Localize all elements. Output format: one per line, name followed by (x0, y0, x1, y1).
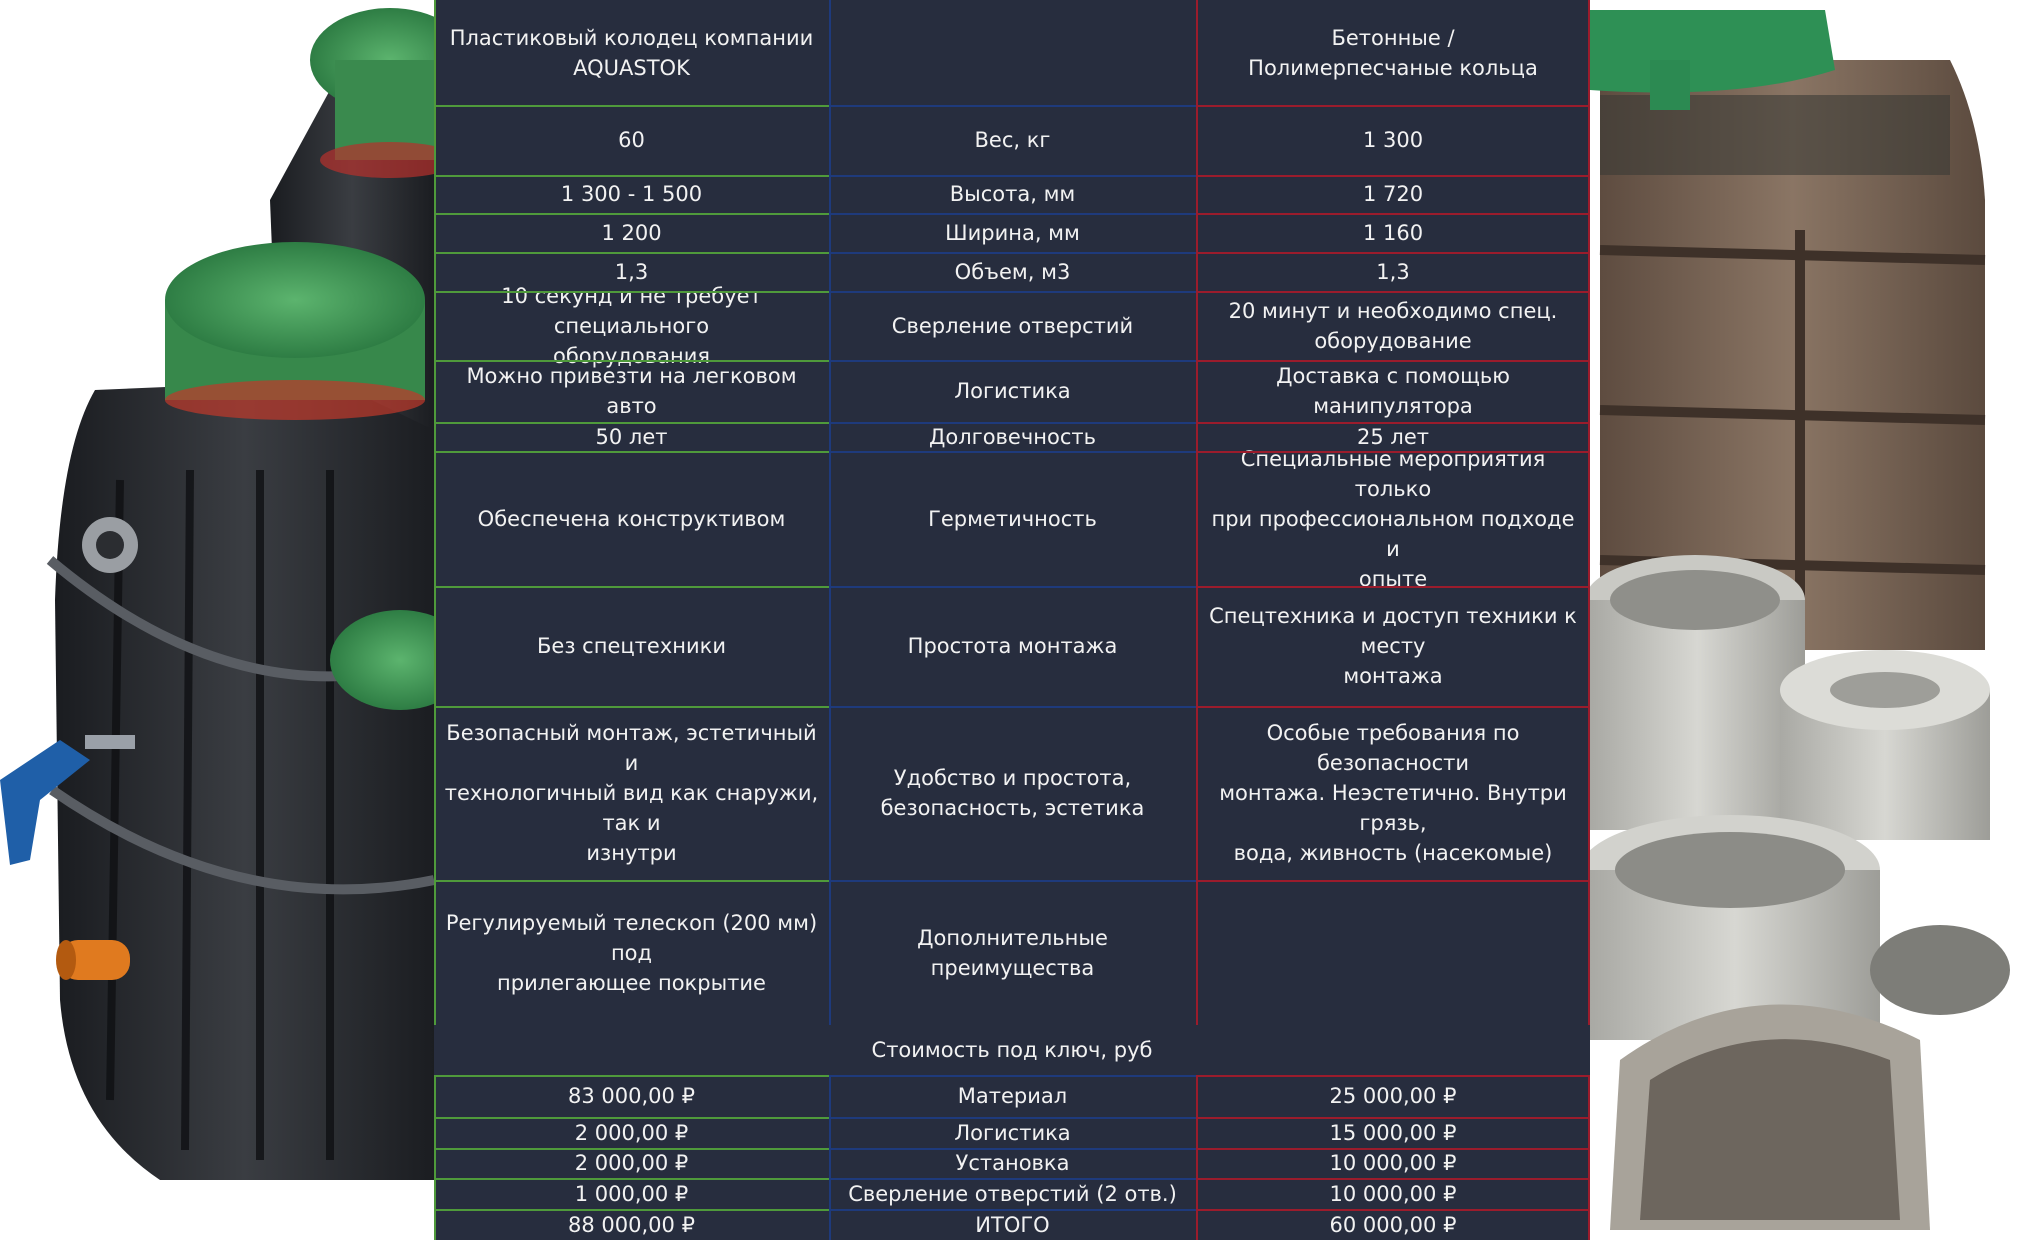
header-concrete: Бетонные / Полимерпесчаные кольца (1248, 25, 1538, 80)
concrete-value: 1,3 (1376, 259, 1410, 284)
plastic-value: 2 000,00 ₽ (574, 1151, 689, 1175)
parameter-label: Герметичность (928, 506, 1097, 531)
table-row (434, 175, 1590, 213)
plastic-value: 83 000,00 ₽ (568, 1084, 695, 1108)
concrete-value: 1 720 (1362, 182, 1424, 206)
concrete-value: Спецтехника и доступ техники к месту монтажа (1209, 604, 1577, 688)
concrete-value: 1 160 (1362, 220, 1424, 245)
concrete-value: 25 000,00 ₽ (1329, 1084, 1457, 1108)
parameter-label: Логистика (954, 1120, 1071, 1145)
table-row (434, 283, 1590, 368)
plastic-value: 50 лет (595, 424, 668, 449)
table-row (434, 586, 1590, 706)
cost-row (434, 1178, 1590, 1209)
plastic-value: 60 (618, 128, 645, 152)
parameter-label: Вес, кг (974, 128, 1051, 152)
concrete-value: 10 000,00 ₽ (1329, 1151, 1457, 1175)
plastic-value: Обеспечена конструктивом (477, 506, 786, 531)
cost-row (434, 1075, 1590, 1117)
table-row (434, 360, 1590, 422)
cost-row (434, 1117, 1590, 1148)
concrete-value: 25 лет (1357, 424, 1429, 449)
plastic-well-image (0, 0, 434, 1240)
parameter-label: ИТОГО (975, 1212, 1050, 1237)
parameter-label: Установка (955, 1151, 1070, 1175)
parameter-label: Логистика (954, 379, 1071, 403)
plastic-value: 10 секунд и не требует специального оборудования (501, 283, 762, 368)
cost-section-row (434, 1025, 1590, 1075)
plastic-value: Можно привезти на легковом авто (466, 364, 797, 418)
parameter-label: Ширина, мм (945, 220, 1080, 245)
cost-row (434, 1209, 1590, 1240)
parameter-label: Простота монтажа (907, 634, 1118, 658)
table-row (434, 105, 1590, 175)
parameter-label: Сверление отверстий (891, 313, 1134, 338)
concrete-value (1196, 880, 1590, 1025)
parameter-label: Удобство и простота, безопасность, эстетика (880, 766, 1145, 820)
concrete-value: 1 300 (1362, 128, 1424, 152)
parameter-label: Высота, мм (949, 182, 1076, 206)
concrete-value: Доставка с помощью манипулятора (1276, 364, 1510, 418)
concrete-value: 20 минут и необходимо спец. оборудование (1228, 298, 1558, 353)
concrete-rings-image (1590, 0, 2020, 1240)
table-row (434, 880, 1590, 1025)
parameter-label: Сверление отверстий (2 отв.) (848, 1181, 1177, 1206)
comparison-table (434, 0, 1590, 1240)
concrete-value: 10 000,00 ₽ (1329, 1181, 1457, 1206)
plastic-value: 2 000,00 ₽ (574, 1120, 689, 1145)
plastic-value: Регулируемый телескоп (200 мм) под прилегающее покрытие (445, 910, 818, 995)
header-plastic: Пластиковый колодец компании AQUASTOK (449, 25, 814, 80)
cost-row (434, 1148, 1590, 1178)
concrete-value: Особые требования по безопасности монтажа. Неэстетично. Внутри грязь, вода, живность (насекомые) (1219, 721, 1567, 865)
plastic-value: Без спецтехники (537, 634, 726, 658)
concrete-value: 15 000,00 ₽ (1329, 1120, 1457, 1145)
parameter-label: Объем, м3 (954, 259, 1071, 284)
plastic-value: 1 000,00 ₽ (574, 1181, 689, 1206)
plastic-value: 1 300 - 1 500 (560, 182, 703, 206)
parameter-label: Долговечность (929, 424, 1096, 449)
plastic-value: 1,3 (614, 259, 649, 284)
plastic-value: Безопасный монтаж, эстетичный и технологичный вид как снаружи, так и изнутри (444, 721, 819, 865)
parameter-label: Материал (957, 1084, 1068, 1108)
header-row (434, 0, 1590, 105)
plastic-value: 1 200 (601, 220, 662, 245)
cost-section-title: Стоимость под ключ, руб (871, 1038, 1153, 1062)
table-row (434, 446, 1590, 591)
header-parameter (829, 0, 1196, 105)
table-row (434, 706, 1590, 880)
table-row (434, 213, 1590, 252)
parameter-label: Дополнительные преимущества (917, 925, 1108, 980)
concrete-value: Специальные мероприятия только при профессиональном подходе и опыте (1211, 446, 1575, 591)
concrete-value: 60 000,00 ₽ (1329, 1212, 1457, 1237)
plastic-value: 88 000,00 ₽ (568, 1212, 695, 1237)
